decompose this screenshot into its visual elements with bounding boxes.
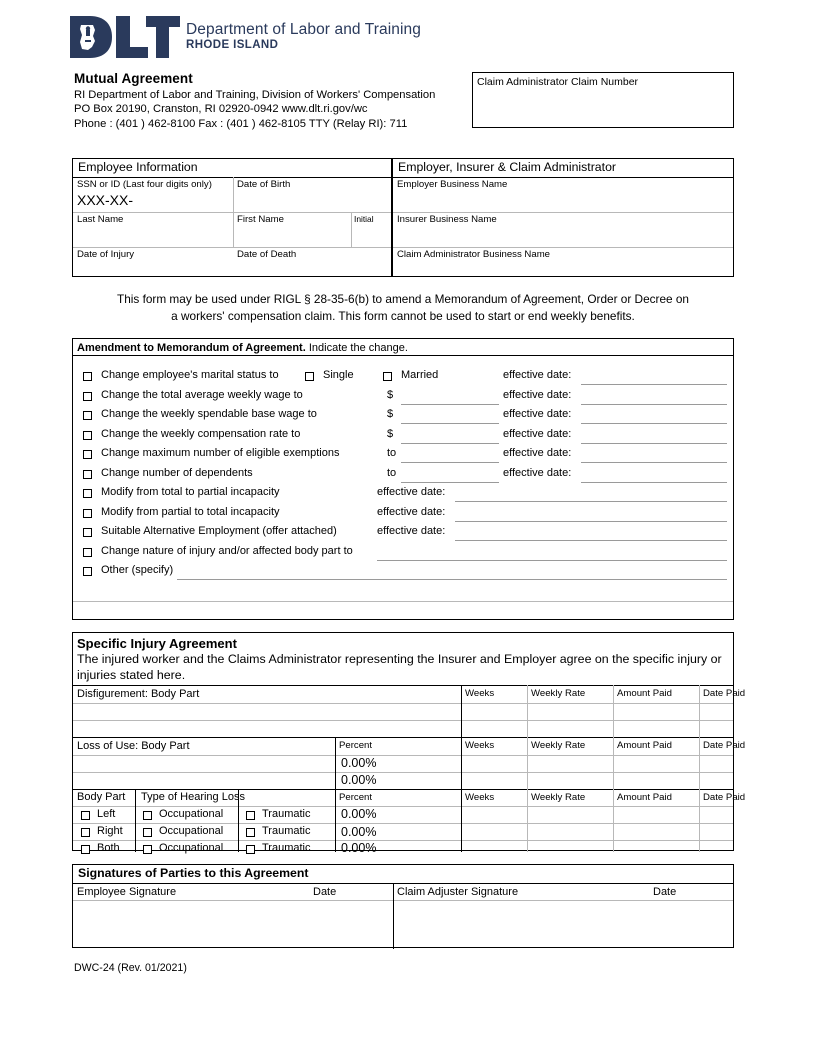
checkbox-modify-total-to-partial[interactable] xyxy=(83,489,92,498)
label-modify-partial-to-total: Modify from partial to total incapacity xyxy=(101,505,280,518)
insurer-business-name-label: Insurer Business Name xyxy=(397,214,497,225)
hearing-right-percent[interactable]: 0.00% xyxy=(341,825,377,839)
employer-insurer-claim-administrator-table xyxy=(392,158,734,277)
adjuster-signature-label: Claim Adjuster Signature xyxy=(397,886,519,898)
amendment-row-partial-to-total xyxy=(73,506,733,526)
amendment-divider xyxy=(73,601,733,602)
field-effective-date-spendable-base-wage[interactable] xyxy=(581,423,727,424)
label-change-compensation-rate: Change the weekly compensation rate to xyxy=(101,427,301,440)
date-of-injury-label: Date of Injury xyxy=(77,249,135,260)
amendment-row-total-to-partial xyxy=(73,486,733,506)
label-effective-date-eligible-exemptions: effective date: xyxy=(503,447,572,459)
dlt-logo xyxy=(68,14,421,60)
amendment-row-suitable-alternative-employment xyxy=(73,525,733,545)
form-id-footer: DWC-24 (Rev. 01/2021) xyxy=(74,962,187,974)
checkbox-marital-married[interactable] xyxy=(383,372,392,381)
hearing-loss-date-paid-header: Date Paid xyxy=(703,792,746,803)
checkbox-change-nature-of-injury[interactable] xyxy=(83,548,92,557)
label-effective-date-marital: effective date: xyxy=(503,369,572,381)
specific-injury-description: The injured worker and the Claims Administrator representing the Insurer and Employer agree on the specific injury or injuries stated here. xyxy=(77,652,722,682)
hearing-loss-type-header: Type of Hearing Loss xyxy=(141,791,245,803)
claim-administrator-business-name-label: Claim Administrator Business Name xyxy=(397,249,551,260)
label-both-traumatic: Traumatic xyxy=(262,842,311,854)
label-right-traumatic: Traumatic xyxy=(262,825,311,837)
hearing-both-percent[interactable]: 0.00% xyxy=(341,841,377,855)
label-hearing-both: Both xyxy=(97,842,120,854)
checkbox-hearing-right[interactable] xyxy=(81,828,90,837)
label-marital-married: Married xyxy=(401,369,439,381)
label-effective-date-partial-to-total: effective date: xyxy=(377,505,446,518)
statute-paragraph xyxy=(72,291,734,325)
label-effective-date-average-weekly-wage: effective date: xyxy=(503,388,572,401)
label-right-occupational: Occupational xyxy=(159,825,224,837)
symbol-dollar-spendable-base-wage: $ xyxy=(387,408,394,420)
label-change-spendable-base-wage: Change the weekly spendable base wage to xyxy=(101,408,317,420)
field-amount-spendable-base-wage[interactable] xyxy=(401,423,499,424)
field-nature-of-injury[interactable] xyxy=(377,560,727,561)
disfigurement-weeks-header: Weeks xyxy=(465,688,495,699)
label-change-nature-of-injury: Change nature of injury and/or affected body part to xyxy=(101,544,353,557)
logo-state-line: RHODE ISLAND xyxy=(186,39,279,52)
logo-department-line: Department of Labor and Training xyxy=(186,21,421,38)
amendment-row-number-of-dependents xyxy=(73,467,733,487)
amendment-row-marital-status xyxy=(73,369,733,389)
symbol-dollar-compensation-rate: $ xyxy=(387,427,394,440)
header-contact-line: Phone : (401 ) 462-8100 Fax : (401 ) 462-8105 TTY (Relay RI): 711 xyxy=(74,117,408,130)
hearing-loss-weeks-header: Weeks xyxy=(465,792,495,803)
employee-information-title: Employee Information xyxy=(78,160,198,174)
label-effective-date-compensation-rate: effective date: xyxy=(503,427,572,440)
field-amount-number-of-dependents[interactable] xyxy=(401,482,499,483)
employee-signature-label: Employee Signature xyxy=(77,886,177,898)
symbol-to-eligible-exemptions: to xyxy=(387,447,397,459)
field-effective-date-compensation-rate[interactable] xyxy=(581,443,727,444)
adjuster-date-label: Date xyxy=(653,886,677,898)
statute-line-2: a workers' compensation claim. This form cannot be used to start or end weekly benefits. xyxy=(171,308,635,323)
loss-of-use-body-part-header: Loss of Use: Body Part xyxy=(77,740,190,752)
amendment-row-other xyxy=(73,564,733,584)
employer-business-name-label: Employer Business Name xyxy=(397,179,508,190)
claim-administrator-claim-number-box[interactable] xyxy=(472,72,734,128)
loss-of-use-row2-percent[interactable]: 0.00% xyxy=(341,773,377,787)
label-hearing-right: Right xyxy=(97,825,123,837)
hearing-loss-body-part-header: Body Part xyxy=(77,791,126,803)
dlt-logo-mark-icon xyxy=(68,14,180,60)
hearing-loss-percent-header: Percent xyxy=(339,792,373,803)
checkbox-change-average-weekly-wage[interactable] xyxy=(83,392,92,401)
employee-information-table xyxy=(72,158,392,277)
amendment-heading-bold: Amendment to Memorandum of Agreement. xyxy=(77,341,306,354)
specific-injury-title: Specific Injury Agreement xyxy=(77,636,237,651)
date-of-birth-label: Date of Birth xyxy=(237,179,291,190)
disfigurement-date-paid-header: Date Paid xyxy=(703,688,746,699)
label-effective-date-suitable-alternative-employment: effective date: xyxy=(377,525,446,537)
label-both-occupational: Occupational xyxy=(159,842,224,854)
disfigurement-body-part-header: Disfigurement: Body Part xyxy=(77,688,200,700)
checkbox-suitable-alternative-employment[interactable] xyxy=(83,528,92,537)
checkbox-change-marital-status[interactable] xyxy=(83,372,92,381)
initial-label: Initial xyxy=(354,214,374,224)
label-effective-date-total-to-partial: effective date: xyxy=(377,486,446,498)
checkbox-right-occupational[interactable] xyxy=(143,828,152,837)
hearing-left-percent[interactable]: 0.00% xyxy=(341,807,377,821)
date-of-death-label: Date of Death xyxy=(237,249,297,260)
employer-information-title: Employer, Insurer & Claim Administrator xyxy=(398,160,616,174)
amendment-heading-rest: Indicate the change. xyxy=(305,341,408,354)
field-effective-date-partial-to-total[interactable] xyxy=(455,521,727,522)
hearing-loss-amount-paid-header: Amount Paid xyxy=(617,792,672,803)
ssn-label: SSN or ID (Last four digits only) xyxy=(77,179,212,190)
checkbox-right-traumatic[interactable] xyxy=(246,828,255,837)
label-change-average-weekly-wage: Change the total average weekly wage to xyxy=(101,388,303,401)
checkbox-other-specify[interactable] xyxy=(83,567,92,576)
amendment-heading xyxy=(77,342,408,354)
header-agency-line: RI Department of Labor and Training, Division of Workers' Compensation xyxy=(74,88,436,101)
field-effective-date-average-weekly-wage[interactable] xyxy=(581,404,727,405)
signatures-title: Signatures of Parties to this Agreement xyxy=(78,866,309,880)
page-title: Mutual Agreement xyxy=(74,71,193,86)
checkbox-modify-partial-to-total[interactable] xyxy=(83,509,92,518)
amendment-row-spendable-base-wage xyxy=(73,408,733,428)
loss-of-use-amount-paid-header: Amount Paid xyxy=(617,740,672,751)
label-change-number-of-dependents: Change number of dependents xyxy=(101,466,253,479)
label-other-specify: Other (specify) xyxy=(101,564,174,576)
amendment-row-eligible-exemptions xyxy=(73,447,733,467)
field-effective-date-suitable-alternative-employment[interactable] xyxy=(455,540,727,541)
amendment-row-nature-of-injury xyxy=(73,545,733,565)
label-hearing-left: Left xyxy=(97,808,116,820)
label-modify-total-to-partial: Modify from total to partial incapacity xyxy=(101,486,280,498)
label-suitable-alternative-employment: Suitable Alternative Employment (offer attached) xyxy=(101,525,337,537)
claim-number-label: Claim Administrator Claim Number xyxy=(477,76,639,88)
specific-injury-agreement-section xyxy=(72,632,746,855)
label-change-marital-status: Change employee's marital status to xyxy=(101,369,279,381)
checkbox-change-eligible-exemptions[interactable] xyxy=(83,450,92,459)
loss-of-use-row1-percent[interactable]: 0.00% xyxy=(341,756,377,770)
amendment-header-bar xyxy=(73,339,733,356)
field-other-specify[interactable] xyxy=(177,579,727,580)
signatures-section xyxy=(72,864,734,948)
disfigurement-amount-paid-header: Amount Paid xyxy=(617,688,672,699)
symbol-dollar-average-weekly-wage: $ xyxy=(387,388,394,401)
checkbox-both-traumatic[interactable] xyxy=(246,845,255,854)
checkbox-marital-single[interactable] xyxy=(305,372,314,381)
field-effective-date-marital[interactable] xyxy=(581,384,727,385)
field-amount-compensation-rate[interactable] xyxy=(401,443,499,444)
label-effective-date-number-of-dependents: effective date: xyxy=(503,466,572,479)
field-amount-average-weekly-wage[interactable] xyxy=(401,404,499,405)
loss-of-use-weekly-rate-header: Weekly Rate xyxy=(531,740,586,751)
checkbox-left-traumatic[interactable] xyxy=(246,811,255,820)
loss-of-use-percent-header: Percent xyxy=(339,740,373,751)
last-name-label: Last Name xyxy=(77,214,124,225)
amendment-row-compensation-rate xyxy=(73,428,733,448)
statute-line-1: This form may be used under RIGL § 28-35-6(b) to amend a Memorandum of Agreement, Order or Decree on xyxy=(117,292,689,306)
amendment-row-average-weekly-wage xyxy=(73,389,733,409)
checkbox-change-spendable-base-wage[interactable] xyxy=(83,411,92,420)
field-effective-date-total-to-partial[interactable] xyxy=(455,501,727,502)
disfigurement-weekly-rate-header: Weekly Rate xyxy=(531,688,586,699)
label-marital-single: Single xyxy=(323,369,354,381)
employee-date-label: Date xyxy=(313,886,337,898)
label-change-eligible-exemptions: Change maximum number of eligible exemptions xyxy=(101,447,340,459)
checkbox-change-compensation-rate[interactable] xyxy=(83,431,92,440)
ssn-value[interactable]: XXX-XX- xyxy=(77,192,134,208)
checkbox-hearing-left[interactable] xyxy=(81,811,90,820)
checkbox-left-occupational[interactable] xyxy=(143,811,152,820)
label-effective-date-spendable-base-wage: effective date: xyxy=(503,408,572,420)
loss-of-use-date-paid-header: Date Paid xyxy=(703,740,746,751)
checkbox-both-occupational[interactable] xyxy=(143,845,152,854)
field-effective-date-eligible-exemptions[interactable] xyxy=(581,462,727,463)
symbol-to-number-of-dependents: to xyxy=(387,466,397,479)
header-address-line: PO Box 20190, Cranston, RI 02920-0942 www.dlt.ri.gov/wc xyxy=(74,103,368,115)
amendment-section xyxy=(72,338,734,620)
label-left-occupational: Occupational xyxy=(159,808,224,820)
label-left-traumatic: Traumatic xyxy=(262,808,311,820)
first-name-label: First Name xyxy=(237,214,284,225)
header-block xyxy=(74,71,474,130)
field-amount-eligible-exemptions[interactable] xyxy=(401,462,499,463)
hearing-loss-weekly-rate-header: Weekly Rate xyxy=(531,792,586,803)
field-effective-date-number-of-dependents[interactable] xyxy=(581,482,727,483)
checkbox-hearing-both[interactable] xyxy=(81,845,90,854)
checkbox-change-number-of-dependents[interactable] xyxy=(83,470,92,479)
loss-of-use-weeks-header: Weeks xyxy=(465,740,495,751)
